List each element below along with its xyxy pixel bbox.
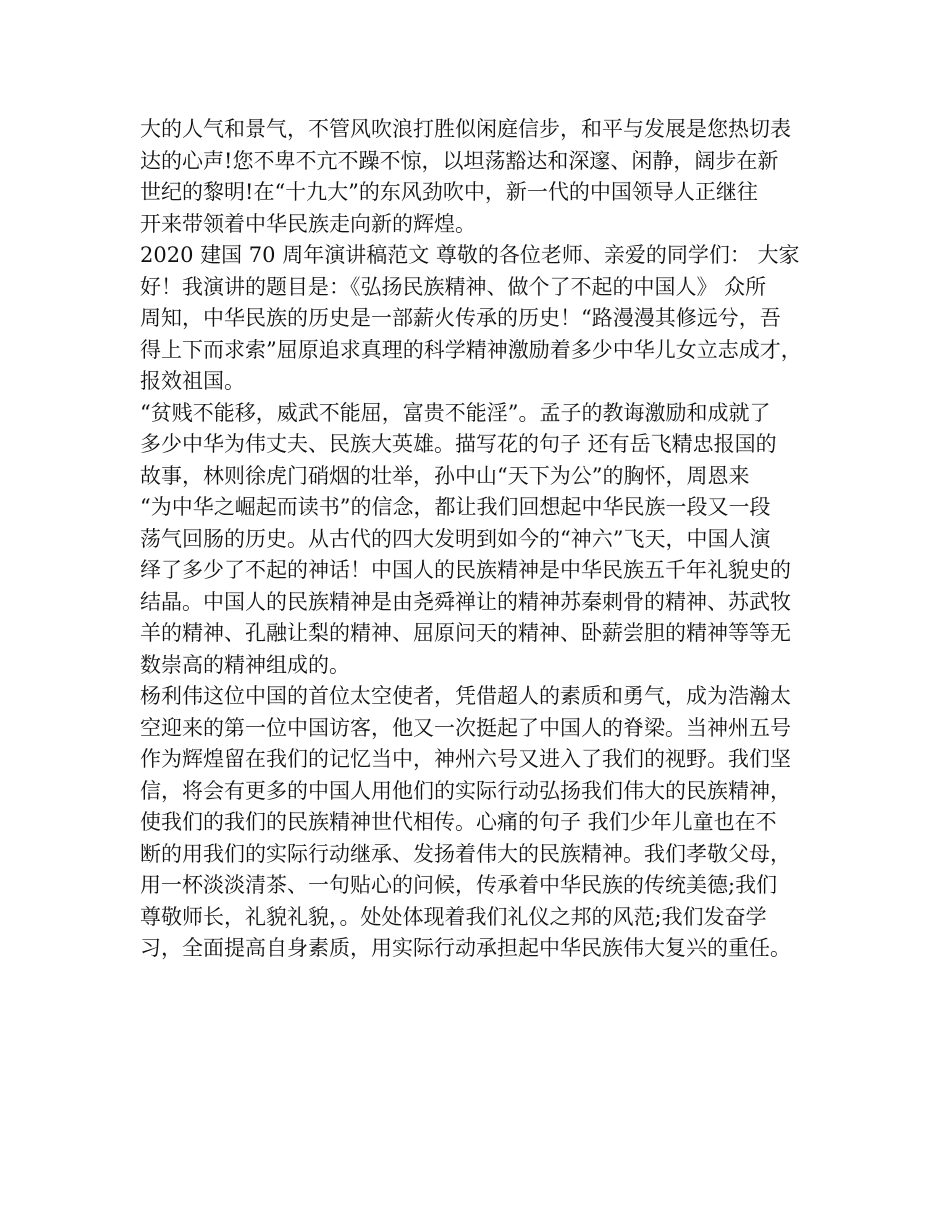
text-line: 用一杯淡淡清茶、一句贴心的问候，传承着中华民族的传统美德;我们 <box>140 873 778 897</box>
text-line: 结晶。中国人的民族精神是由尧舜禅让的精神苏秦刺骨的精神、苏武牧 <box>140 589 791 614</box>
paragraph-1 <box>140 114 840 240</box>
paragraph-4 <box>140 681 840 965</box>
text-line: “为中华之崛起而读书”的信念，都让我们回想起中华民族一段又一段 <box>140 495 771 519</box>
paragraph-3 <box>140 398 840 682</box>
text-line: 杨利伟这位中国的首位太空使者，凭借超人的素质和勇气，成为浩瀚太 <box>140 684 791 708</box>
paragraph-2 <box>140 240 840 398</box>
text-line: 报效祖国。 <box>140 369 245 393</box>
text-line: 荡气回肠的历史。从古代的四大发明到如今的“神六”飞天，中国人演 <box>140 526 771 551</box>
text-line: 世纪的黎明!在“十九大”的东风劲吹中，新一代的中国领导人正继往 <box>140 180 758 204</box>
text-line: 习，全面提高自身素质，用实际行动承担起中华民族伟大复兴的重任。 <box>140 936 791 960</box>
text-line: 尊敬师长，礼貌礼貌，。处处体现着我们礼仪之邦的风范;我们发奋学 <box>140 904 767 929</box>
text-line: 数崇高的精神组成的。 <box>140 652 350 677</box>
text-line: 得上下而求索”屈原追求真理的科学精神激励着多少中华儿女立志成才， <box>140 337 802 362</box>
text-line: “贫贱不能移，威武不能屈，富贵不能淫”。孟子的教诲激励和成就了 <box>140 400 771 425</box>
text-line: 断的用我们的实际行动继承、发扬着伟大的民族精神。我们孝敬父母， <box>140 841 791 866</box>
text-line: 使我们的我们的民族精神世代相传。心痛的句子 我们少年儿童也在不 <box>140 810 777 834</box>
text-line: 大的人气和景气，不管风吹浪打胜似闲庭信步，和平与发展是您热切表 <box>140 117 791 141</box>
text-line: 多少中华为伟丈夫、民族大英雄。描写花的句子 还有岳飞精忠报国的 <box>140 432 777 456</box>
text-line: 故事，林则徐虎门硝烟的壮举，孙中山“天下为公”的胸怀，周恩来 <box>140 463 750 488</box>
text-line: 周知，中华民族的历史是一部薪火传承的历史！“路漫漫其修远兮，吾 <box>140 306 781 330</box>
text-line: 2020 建国 70 周年演讲稿范文 尊敬的各位老师、亲爱的同学们： 大家 <box>140 243 800 267</box>
text-line: 空迎来的第一位中国访客，他又一次挺起了中国人的脊梁。当神州五号 <box>140 715 791 740</box>
text-line: 信，将会有更多的中国人用他们的实际行动弘扬我们伟大的民族精神， <box>140 778 791 803</box>
text-line: 作为辉煌留在我们的记忆当中，神州六号又进入了我们的视野。我们坚 <box>140 747 791 771</box>
text-line: 开来带领着中华民族走向新的辉煌。 <box>140 211 476 236</box>
document-page <box>140 114 840 965</box>
text-line: 绎了多少了不起的神话！中国人的民族精神是中华民族五千年礼貌史的 <box>140 558 791 582</box>
text-line: 羊的精神、孔融让梨的精神、屈原问天的精神、卧薪尝胆的精神等等无 <box>140 621 791 645</box>
text-line: 达的心声!您不卑不亢不躁不惊，以坦荡豁达和深邃、闲静，阔步在新 <box>140 148 779 173</box>
text-line: 好！我演讲的题目是：《弘扬民族精神、做个了不起的中国人》 众所 <box>140 274 767 299</box>
